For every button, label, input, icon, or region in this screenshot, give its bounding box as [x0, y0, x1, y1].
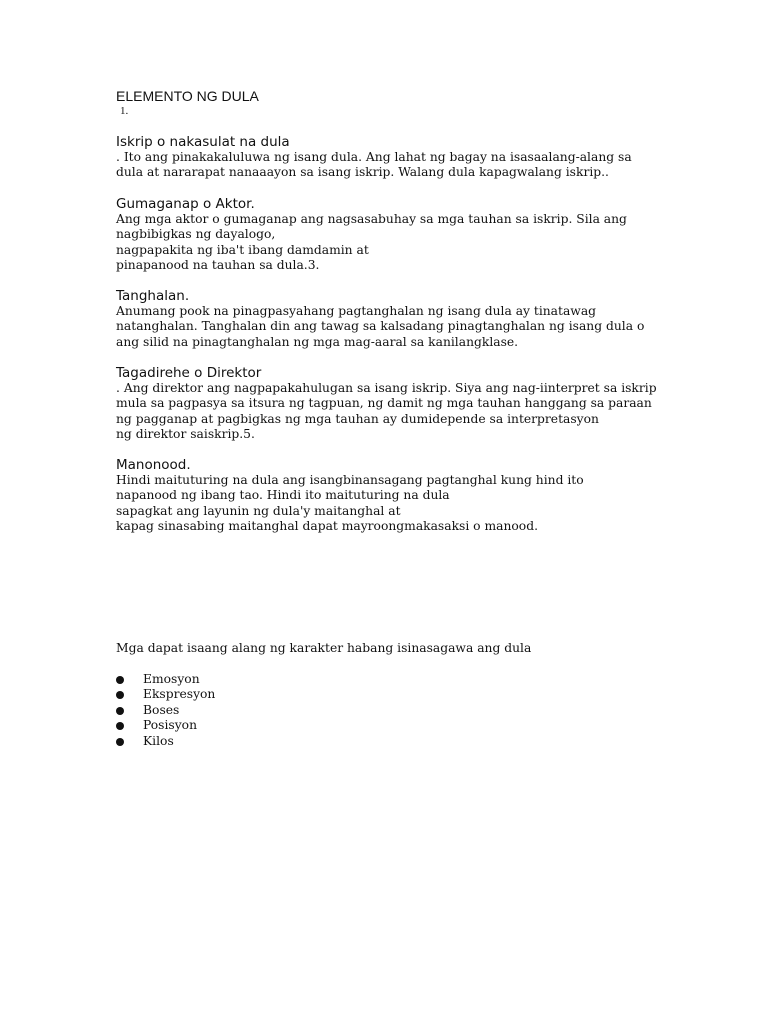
- list-item-label: Emosyon: [143, 672, 200, 686]
- bullet-icon: [116, 707, 124, 715]
- list-item-label: Posisyon: [143, 718, 198, 733]
- section-tanghalan: [116, 288, 656, 350]
- list-item-label: Kilos: [143, 733, 174, 748]
- bullet-icon: [116, 738, 124, 746]
- section-manonood: [116, 457, 656, 535]
- body-line: dula at nararapat nanaaayon sa isang iskrip. Walang dula kapagwalang iskrip..: [116, 165, 609, 180]
- body-line: napanood ng ibang tao. Hindi ito maituturing na dula: [116, 488, 450, 503]
- body-line: kapag sinasabing maitanghal dapat mayroongmakasaksi o manood.: [116, 519, 538, 534]
- section-heading: Tagadirehe o Direktor: [116, 365, 262, 381]
- body-line: mula sa pagpasya sa itsura ng tagpuan, ng damit ng mga tauhan hanggang sa paraan: [116, 396, 652, 411]
- bullet-icon: [116, 722, 124, 730]
- body-line: Ang mga aktor o gumaganap ang nagsasabuhay sa mga tauhan sa iskrip. Sila ang: [116, 212, 627, 226]
- body-line: sapagkat ang layunin ng dula'y maitanghal at: [116, 503, 401, 518]
- body-line: ng direktor saiskrip.5.: [116, 427, 255, 442]
- section-number: 1.: [120, 105, 129, 117]
- body-line: . Ang direktor ang nagpapakahulugan sa isang iskrip. Siya ang nag-iinterpret sa iskrip: [116, 381, 657, 395]
- section-heading: Tanghalan.: [116, 288, 190, 304]
- bullet-icon: [116, 676, 124, 684]
- body-line: nagpapakita ng iba't ibang damdamin at: [116, 242, 369, 257]
- body-line: pinapanood na tauhan sa dula.3.: [116, 258, 320, 273]
- bullet-icon: [116, 691, 124, 699]
- body-line: nagbibigkas ng dayalogo,: [116, 227, 276, 242]
- body-line: Anumang pook na pinagpasyahang pagtanghalan ng isang dula ay tinatawag: [116, 304, 597, 318]
- document-title: ELEMENTO NG DULA: [116, 88, 259, 104]
- section-direktor: [116, 365, 656, 443]
- section-iskrip: [116, 134, 656, 181]
- body-line: natanghalan. Tanghalan din ang tawag sa kalsadang pinagtanghalan ng isang dula o: [116, 319, 645, 334]
- body-line: ang silid na pinagtanghalan ng mga mag-aaral sa kanilangklase.: [116, 334, 519, 349]
- body-line: . Ito ang pinakakaluluwa ng isang dula. Ang lahat ng bagay na isasaalang-alang sa: [116, 150, 632, 164]
- section-heading: Iskrip o nakasulat na dula: [116, 134, 290, 150]
- body-line: ng pagganap at pagbigkas ng mga tauhan ay dumidepende sa interpretasyon: [116, 411, 599, 426]
- list-intro: Mga dapat isaang alang ng karakter habang isinasagawa ang dula: [116, 641, 532, 655]
- section-aktor: [116, 196, 656, 274]
- body-line: Hindi maituturing na dula ang isangbinansagang pagtanghal kung hind ito: [116, 473, 584, 487]
- section-heading: Manonood.: [116, 457, 191, 473]
- section-heading: Gumaganap o Aktor.: [116, 196, 255, 212]
- list-item-label: Ekspresyon: [143, 687, 216, 702]
- list-item-label: Boses: [143, 702, 180, 717]
